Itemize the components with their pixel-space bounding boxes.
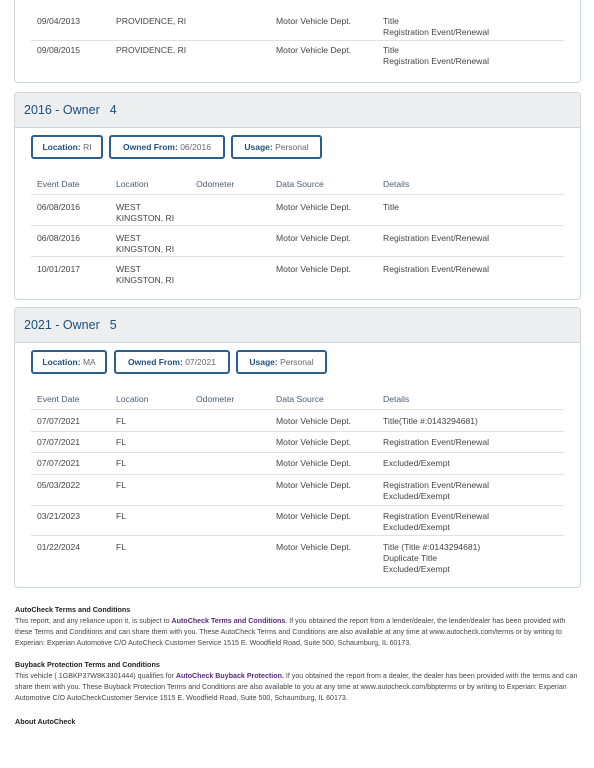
col-data-source: Data Source bbox=[276, 179, 324, 189]
location-pill: Location: RI bbox=[31, 135, 103, 159]
terms-text: This report, and any reliance upon it, is subject to AutoCheck Terms and Conditions. If you obtained the report from a lender/dealer, the lender/dealer has been provided with these Terms and Conditions and can share them with you. These AutoCheck Terms and Conditions are also available at any time at www.autocheck.com/terms or by writing to Experian: Experian Automotive C/O AutoCheck Customer Service 1515 E. Woodfield Road, Suite 500, Schaumburg, IL 60173. bbox=[15, 617, 566, 647]
col-details: Details bbox=[383, 394, 410, 404]
event-date: 09/04/2013 bbox=[37, 16, 81, 26]
location-pill: Location: MA bbox=[31, 350, 107, 374]
event-location-line-2: KINGSTON, RI bbox=[116, 244, 175, 254]
details-line-2: Excluded/Exempt bbox=[383, 522, 450, 532]
event-location-line-1: WEST bbox=[116, 202, 141, 212]
details-line-1: Title bbox=[383, 45, 399, 55]
owner-card-2016 bbox=[14, 92, 581, 300]
event-location: FL bbox=[116, 458, 127, 468]
event-date: 06/08/2016 bbox=[37, 233, 81, 243]
event-location-line-2: KINGSTON, RI bbox=[116, 213, 175, 223]
about-title: About AutoCheck bbox=[15, 717, 76, 726]
table-row bbox=[31, 256, 564, 292]
data-source: Motor Vehicle Dept. bbox=[276, 416, 351, 426]
col-details: Details bbox=[383, 179, 410, 189]
data-source: Motor Vehicle Dept. bbox=[276, 458, 351, 468]
event-location: FL bbox=[116, 416, 127, 426]
event-location-line-2: KINGSTON, RI bbox=[116, 275, 175, 285]
data-source: Motor Vehicle Dept. bbox=[276, 45, 351, 55]
owner-number: 4 bbox=[109, 103, 117, 117]
table-header-row bbox=[31, 386, 564, 410]
owned-from-pill: Owned From: 07/2021 bbox=[114, 350, 230, 374]
event-location: FL bbox=[116, 480, 127, 490]
data-source: Motor Vehicle Dept. bbox=[276, 202, 351, 212]
owner-card-header[interactable] bbox=[15, 308, 580, 343]
table-row bbox=[31, 474, 564, 506]
details-line-2: Registration Event/Renewal bbox=[383, 27, 490, 37]
data-source: Motor Vehicle Dept. bbox=[276, 480, 351, 490]
data-source: Motor Vehicle Dept. bbox=[276, 437, 351, 447]
table-row bbox=[31, 194, 564, 226]
col-location: Location bbox=[116, 179, 149, 189]
event-location: FL bbox=[116, 511, 127, 521]
table-row bbox=[31, 431, 564, 453]
col-odometer: Odometer bbox=[196, 179, 235, 189]
owner-card-2021 bbox=[14, 307, 581, 588]
usage-pill: Usage: Personal bbox=[236, 350, 327, 374]
table-row bbox=[31, 535, 564, 581]
data-source: Motor Vehicle Dept. bbox=[276, 511, 351, 521]
col-event-date: Event Date bbox=[37, 394, 80, 404]
details-line-1: Excluded/Exempt bbox=[383, 458, 450, 468]
owner-year-label: 2016 - Owner bbox=[24, 103, 100, 117]
event-location: PROVIDENCE, RI bbox=[116, 45, 187, 55]
table-row bbox=[31, 225, 564, 257]
table-row bbox=[31, 409, 564, 432]
owner-year-label: 2021 - Owner bbox=[24, 318, 100, 332]
buyback-title: Buyback Protection Terms and Conditions bbox=[15, 660, 160, 669]
details-line-1: Registration Event/Renewal bbox=[383, 511, 490, 521]
col-odometer: Odometer bbox=[196, 394, 235, 404]
col-location: Location bbox=[116, 394, 149, 404]
event-location: FL bbox=[116, 542, 127, 552]
terms-title: AutoCheck Terms and Conditions bbox=[15, 605, 131, 614]
event-location: PROVIDENCE, RI bbox=[116, 16, 187, 26]
details-line-1: Registration Event/Renewal bbox=[383, 264, 490, 274]
event-location-line-1: WEST bbox=[116, 264, 141, 274]
event-date: 10/01/2017 bbox=[37, 264, 81, 274]
details-line-1: Registration Event/Renewal bbox=[383, 437, 490, 447]
details-line-2: Registration Event/Renewal bbox=[383, 56, 490, 66]
buyback-link[interactable]: AutoCheck Buyback Protection. bbox=[175, 672, 284, 680]
details-line-2: Duplicate Title bbox=[383, 553, 437, 563]
data-source: Motor Vehicle Dept. bbox=[276, 16, 351, 26]
event-location-line-1: WEST bbox=[116, 233, 141, 243]
details-line-1: Title(Title #:0143294681) bbox=[383, 416, 478, 426]
data-source: Motor Vehicle Dept. bbox=[276, 264, 351, 274]
details-line-1: Registration Event/Renewal bbox=[383, 233, 490, 243]
terms-link[interactable]: AutoCheck Terms and Conditions bbox=[171, 617, 286, 625]
history-card-previous bbox=[14, 0, 581, 83]
details-line-1: Title bbox=[383, 16, 399, 26]
event-location: FL bbox=[116, 437, 127, 447]
col-event-date: Event Date bbox=[37, 179, 80, 189]
owner-number: 5 bbox=[109, 318, 117, 332]
owner-card-header[interactable] bbox=[15, 93, 580, 128]
event-date: 03/21/2023 bbox=[37, 511, 81, 521]
event-date: 09/08/2015 bbox=[37, 45, 81, 55]
usage-pill: Usage: Personal bbox=[231, 135, 322, 159]
col-data-source: Data Source bbox=[276, 394, 324, 404]
table-row bbox=[31, 0, 564, 41]
details-line-1: Registration Event/Renewal bbox=[383, 480, 490, 490]
data-source: Motor Vehicle Dept. bbox=[276, 542, 351, 552]
event-date: 06/08/2016 bbox=[37, 202, 81, 212]
details-line-1: Title (Title #:0143294681) bbox=[383, 542, 481, 552]
event-date: 07/07/2021 bbox=[37, 437, 81, 447]
table-row bbox=[31, 505, 564, 536]
table-header-row bbox=[31, 171, 564, 195]
event-date: 01/22/2024 bbox=[37, 542, 81, 552]
event-date: 07/07/2021 bbox=[37, 416, 81, 426]
event-date: 07/07/2021 bbox=[37, 458, 81, 468]
table-row bbox=[31, 452, 564, 475]
event-date: 05/03/2022 bbox=[37, 480, 81, 490]
data-source: Motor Vehicle Dept. bbox=[276, 233, 351, 243]
buyback-text: This vehicle ( 1GBKP37W8K3301444) qualifies for AutoCheck Buyback Protection. If you obtained the report from a dealer, the dealer has been provided with the terms and can share them with you. These Buyback Protection Terms and Conditions are also available to you at any time at www.autocheck.com/bbpterms or by writing to Experian: Experian Automotive C/O AutoCheckCustomer Service 1515 E. Woodfield Road, Suite 500, Schaumburg, IL 60173. bbox=[15, 672, 578, 702]
details-line-3: Excluded/Exempt bbox=[383, 564, 450, 574]
details-line-2: Excluded/Exempt bbox=[383, 491, 450, 501]
owned-from-pill: Owned From: 06/2016 bbox=[109, 135, 225, 159]
details-line-1: Title bbox=[383, 202, 399, 212]
table-row bbox=[31, 40, 564, 78]
